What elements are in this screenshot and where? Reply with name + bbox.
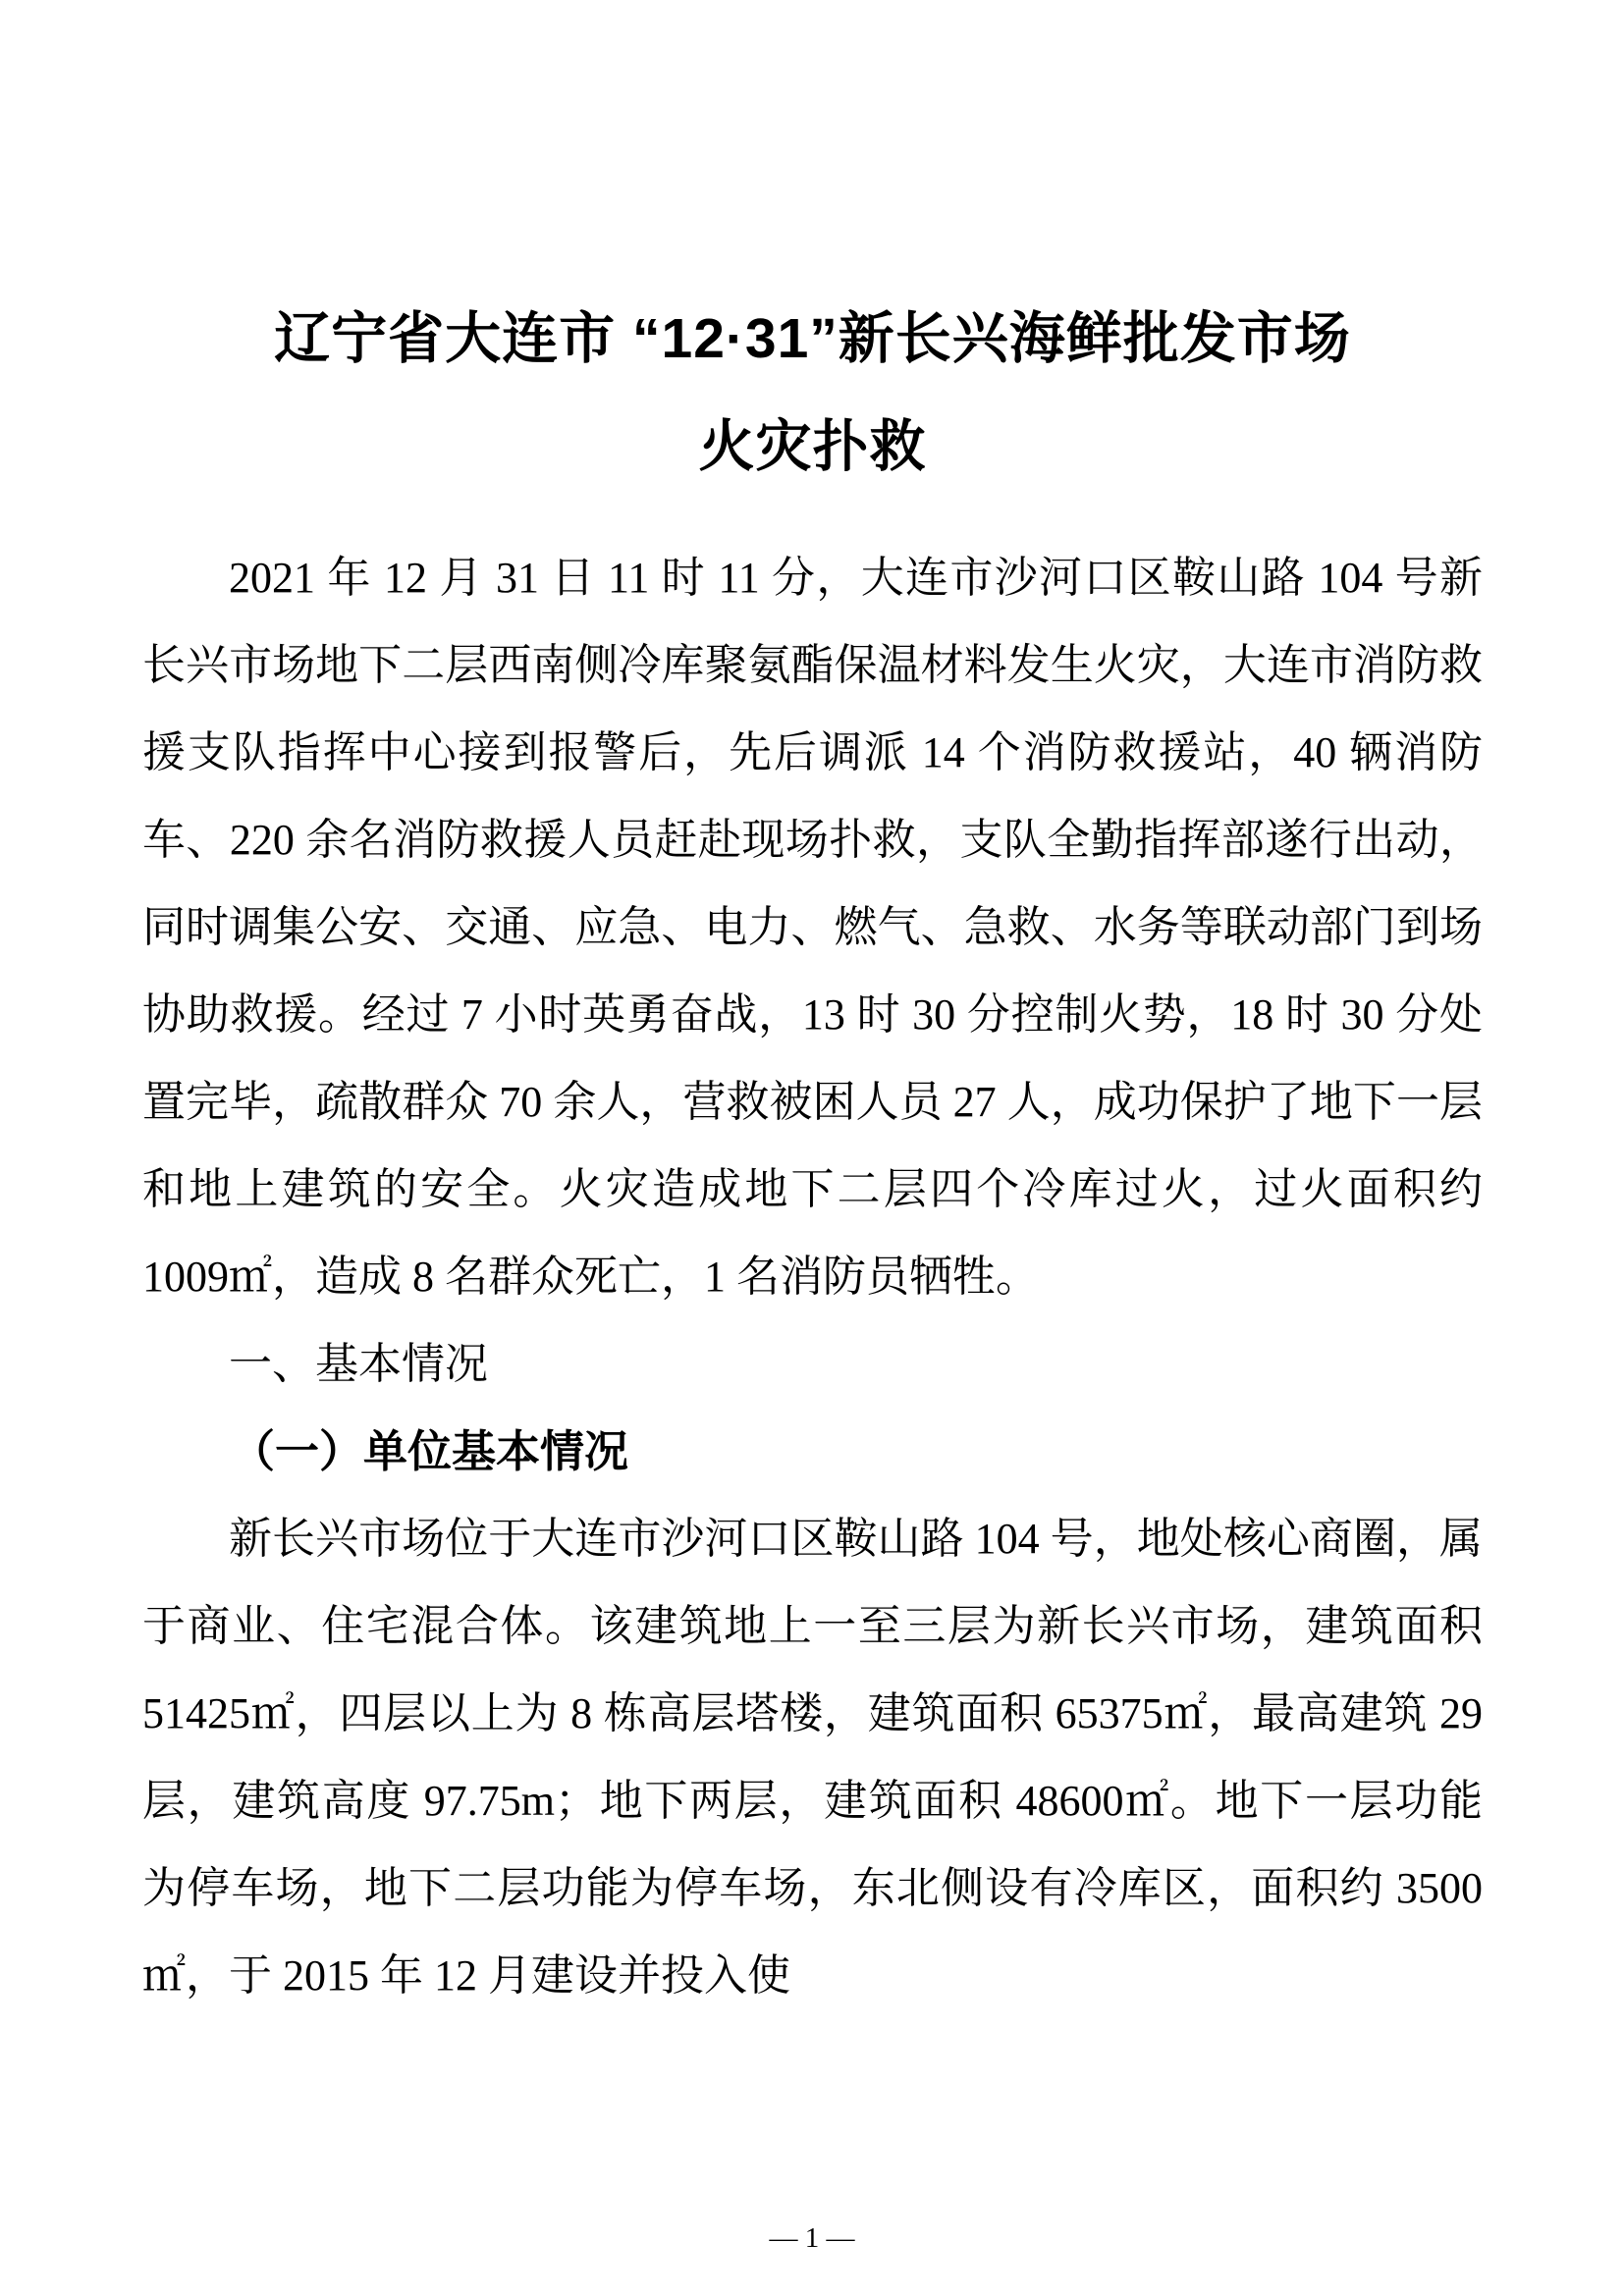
document-title — [142, 0, 1483, 501]
subsection-heading-unit-basic-situation: （一）单位基本情况 — [231, 1426, 629, 1476]
page-footer — [0, 2222, 1624, 2255]
title-line-2: 火灾扑救 — [698, 415, 927, 478]
section-heading-basic-situation: 一、基本情况 — [229, 1340, 488, 1388]
paragraph-unit-details: 新长兴市场位于大连市沙河口区鞍山路 104 号，地处核心商圈，属于商业、住宅混合体。该建筑地上一至三层为新长兴市场，建筑面积 51425㎡，四层以上为 8 栋高层塔楼，建筑面积 65375㎡，最高建筑 29 层，建筑高度 97.75m；地下两层，建筑面积 48600㎡。地下一层功能为停车场，地下二层功能为停车场，东北侧设有冷库区，面积约 3500㎡，于 2015 年 12 月建设并投入使 — [142, 1515, 1483, 2000]
paragraph-incident-summary: 2021 年 12 月 31 日 11 时 11 分，大连市沙河口区鞍山路 104 号新长兴市场地下二层西南侧冷库聚氨酯保温材料发生火灾，大连市消防救援支队指挥中心接到报警后，先后调派 14 个消防救援站，40 辆消防车、220 余名消防救援人员赶赴现场扑救，支队全勤指挥部遂行出动，同时调集公安、交通、应急、电力、燃气、急救、水务等联动部门到场协助救援。经过 7 小时英勇奋战，13 时 30 分控制火势，18 时 30 分处置完毕，疏散群众 70 余人，营救被困人员 27 人，成功保护了地下一层和地上建筑的安全。火灾造成地下二层四个冷库过火，过火面积约 1009㎡，造成 8 名群众死亡，1 名消防员牺牲。 — [142, 554, 1483, 1301]
document-body — [142, 534, 1483, 2019]
title-line-1: 辽宁省大连市 “12·31”新长兴海鲜批发市场 — [274, 307, 1351, 370]
page-number: — 1 — — [769, 2222, 855, 2254]
